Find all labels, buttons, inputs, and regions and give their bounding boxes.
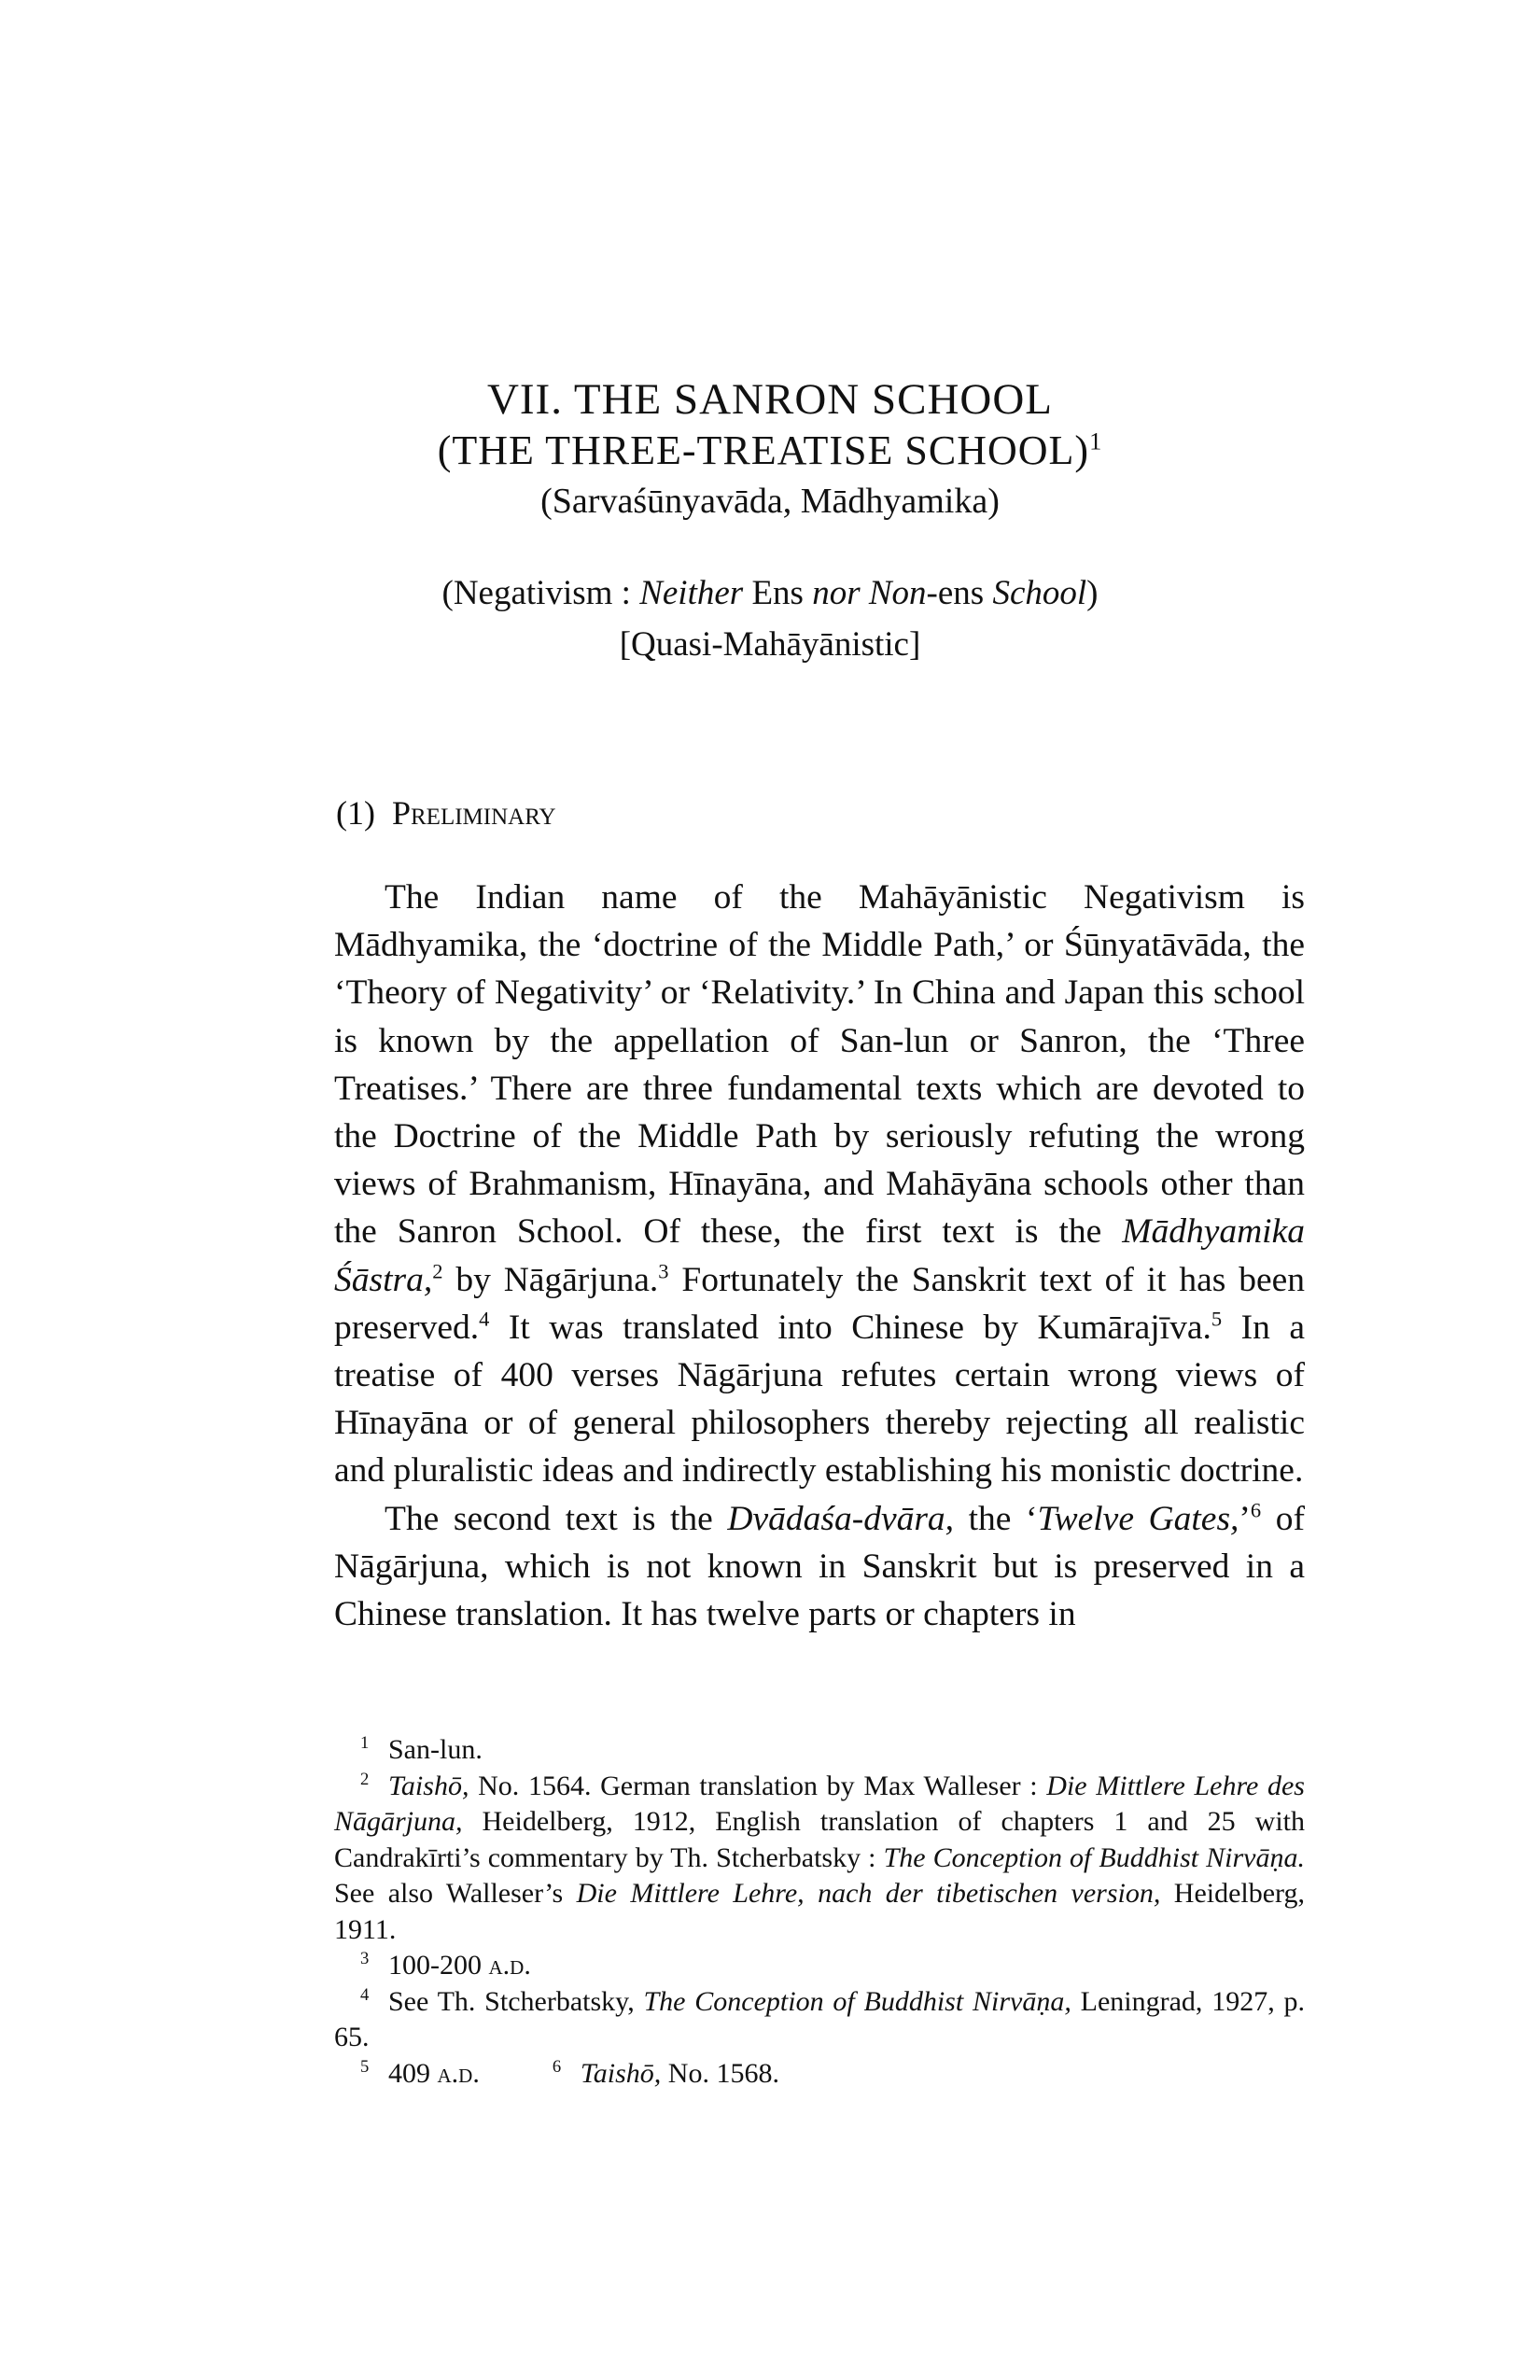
negativism-neither: Neither [639,574,744,612]
chapter-title: VII. THE SANRON SCHOOL [486,375,1054,424]
body-text [334,874,1305,1638]
para2-text-2: the ‘ [954,1499,1038,1538]
footnote-ref-6: 6 [1250,1498,1262,1522]
footnote-3: 3 100-200 a.d. [360,1949,531,1981]
section-label: Preliminary [391,794,556,832]
footnote-3-text: 100-200 [388,1950,489,1981]
footnote-5-text: 409 [388,2057,438,2089]
footnote-2-e: The Conception of Buddhist Nirvāṇa. [883,1841,1305,1873]
footnote-4-b: The Conception of Buddhist Nirvāṇa, [643,1985,1071,2017]
negativism-ens2: -ens [926,574,993,612]
paragraph-2 [334,1495,1305,1639]
para1-text-1: The Indian name of the Mahāyānistic Negativism is Mādhyamika, the ‘doctrine of the Middle Path,’ or Śūnyatāvāda, the ‘Theory of Negativity’ or ‘Relativity.’ In China and Japan this school is known by the appellation of San-lun or Sanron, the ‘Three Treatises.’ There are three fundamental texts which are devoted to the Doctrine of the Middle Path by seriously refuting the wrong views of Brahmanism, Hīnayāna, and Mahāyāna schools other than the Sanron School. Of these, the first text is the [334,878,1305,1252]
footnote-2-d: Heidelberg, 1912, English translation of chapters 1 and 25 with Candrakīrti’s commentary by Th. Stcherbatsky : [334,1806,1305,1873]
chapter-alt-names: (Sarvaśūnyavāda, Mādhyamika) [540,482,1000,521]
para2-title-dvadasa: Dvādaśa-dvāra, [727,1499,955,1538]
footnote-1-text: San-lun. [388,1734,483,1765]
section-number: (1) [336,794,375,832]
negativism-close: ) [1086,574,1099,612]
footnote-2-g: Die Mittlere Lehre, nach der tibetischen version, [576,1878,1161,1909]
section-heading [336,791,556,834]
para2-title-twelve-gates: Twelve Gates, [1037,1499,1239,1538]
footnote-2: 2 Taishō, No. 1564. German translation by Max Walleser : Die Mittlere Lehre des Nāgārjuna, Heidelberg, 1912, English translation of chapters 1 and 25 with Candrakīrti’s commentary by Th. Stcherbatsky : The Conception of Buddhist Nirvāṇa. See also Walleser’s Die Mittlere Lehre, nach der tibetischen version, Heidelberg, 1911. [334,1769,1306,1945]
footnote-6-b: No. 1568. [661,2057,779,2089]
footnote-ref-3: 3 [658,1259,669,1283]
para2-text-1: The second text is the [385,1499,728,1538]
footnote-ref-2: 2 [432,1259,443,1283]
chapter-subtitle [0,426,1540,476]
chapter-subtitle-text: (THE THREE-TREATISE SCHOOL) [437,427,1090,473]
para1-text-3: Fortunately the Sanskrit text of it has been preserved. [334,1260,1305,1347]
footnote-2-c: Die Mittlere Lehre des Nāgārjuna, [334,1770,1305,1837]
footnote-ref-5: 5 [1211,1307,1223,1331]
footnote-ref-1: 1 [1089,427,1103,455]
negativism-non: Non [860,574,927,612]
footnote-5-6-line: 5 409 a.d. 6 Taishō, No. 1568. [360,2056,779,2089]
footnote-1: 1 San-lun. [360,1733,483,1765]
chapter-heading [0,373,1540,670]
footnote-4-a: See Th. Stcherbatsky, [388,1985,644,2017]
negativism-line [0,567,1540,620]
negativism-school: School [992,574,1087,612]
quasi-label: [Quasi-Mahāyānistic] [619,625,921,664]
para2-text-4: of Nāgārjuna, which is not known in Sanskrit but is preserved in a Chinese translation. It has twelve parts or chapters in [334,1499,1305,1634]
footnote-ref-4: 4 [479,1307,490,1331]
footnote-3-era: a.d. [488,1950,531,1981]
para1-text-5: In a treatise of 400 verses Nāgārjuna refutes certain wrong views of Hīnayāna or of general philosophers thereby rejecting all realistic and pluralistic ideas and indirectly establishing his monistic doctrine. [334,1308,1305,1491]
negativism-nor: nor [812,574,861,612]
negativism-ens: Ens [743,574,813,612]
footnote-2-f: See also Walleser’s [334,1878,577,1909]
footnote-2-b: No. 1564. German translation by Max Walleser : [469,1770,1047,1801]
para1-text-2: by Nāgārjuna. [442,1260,659,1299]
paragraph-1 [334,874,1305,1495]
footnote-5-era: a.d. [437,2057,480,2089]
footnote-4: 4 See Th. Stcherbatsky, The Conception of Buddhist Nirvāṇa, Leningrad, 1927, p. 65. [334,1984,1305,2052]
negativism-open: (Negativism : [441,574,640,612]
para2-text-3: ’ [1239,1499,1251,1538]
footnote-4-c: Leningrad, 1927, p. 65. [334,1985,1305,2052]
para1-title-madhyamika: Mādhyamika Śāstra, [334,1212,1305,1299]
footnote-6-a: Taishō, [580,2057,662,2089]
footnote-2-h: Heidelberg, 1911. [334,1878,1306,1945]
footnote-2-a: Taishō, [388,1770,469,1801]
footnotes [334,1732,1305,2092]
para1-text-4: It was translated into Chinese by Kumārajīva. [489,1308,1211,1347]
